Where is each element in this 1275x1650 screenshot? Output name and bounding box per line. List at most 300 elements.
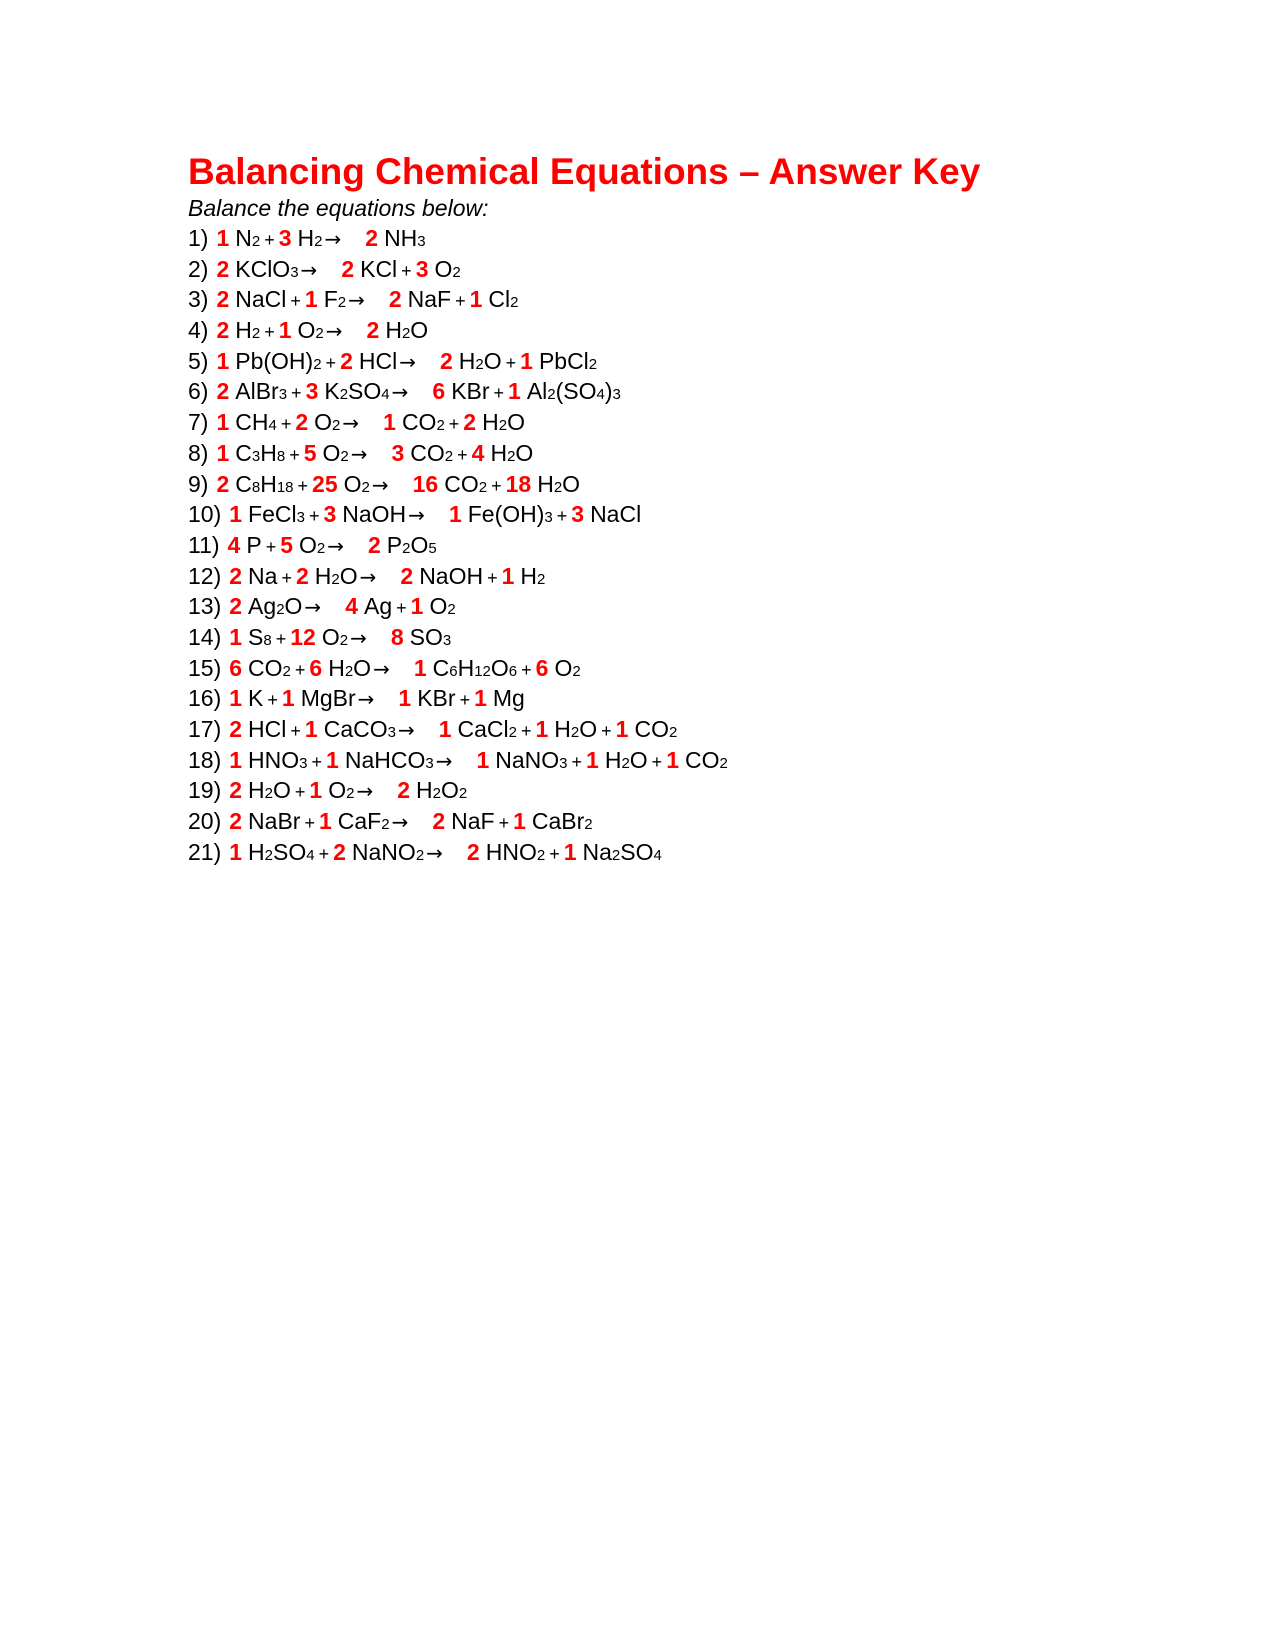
- reaction-arrow: →: [359, 564, 377, 589]
- plus-sign: +: [487, 567, 498, 588]
- equation-row: [188, 775, 1188, 806]
- chemical-formula: Na: [248, 562, 278, 589]
- equation-row: [188, 284, 1188, 315]
- chemical-formula: NaOH: [342, 501, 407, 528]
- coefficient: 1: [383, 409, 396, 436]
- plus-sign: +: [491, 475, 502, 496]
- coefficient: 5: [280, 531, 293, 558]
- subscript: 2: [553, 478, 563, 496]
- subscript: 2: [332, 417, 341, 435]
- plus-sign: +: [651, 751, 663, 772]
- subscript: 2: [588, 355, 598, 373]
- coefficient: 2: [216, 286, 230, 313]
- equation-row: [188, 837, 1188, 868]
- chemical-formula: AlBr3: [235, 378, 288, 405]
- plus-sign: +: [275, 628, 287, 649]
- equation-row: [188, 745, 1188, 776]
- chemical-formula: P2O5: [386, 531, 437, 558]
- plus-sign: +: [521, 659, 532, 680]
- subscript: 2: [339, 386, 349, 404]
- subscript: 3: [417, 233, 426, 250]
- chemical-formula: H2O2: [416, 777, 468, 804]
- plus-sign: +: [294, 782, 306, 803]
- coefficient: 25: [312, 470, 338, 497]
- equation-number: 7): [188, 409, 209, 436]
- chemical-formula: CO2: [444, 470, 488, 497]
- equation-number: 4): [188, 317, 209, 344]
- subscript: 2: [536, 846, 546, 864]
- subscript: 2: [401, 325, 411, 343]
- plus-sign: +: [294, 659, 306, 680]
- coefficient: 2: [366, 317, 380, 344]
- coefficient: 1: [216, 225, 230, 251]
- subscript: 2: [251, 325, 261, 343]
- chemical-formula: NaF: [407, 286, 452, 313]
- subscript: 3: [442, 631, 452, 649]
- chemical-formula: CaCO3: [323, 716, 396, 742]
- subscript: 2: [508, 724, 517, 741]
- reaction-arrow: →: [356, 779, 374, 804]
- plus-sign: +: [549, 843, 560, 864]
- subscript: 2: [668, 724, 678, 741]
- coefficient: 2: [397, 777, 411, 804]
- chemical-formula: KClO3: [235, 255, 299, 282]
- subscript: 2: [572, 662, 581, 680]
- subscript: 2: [264, 846, 274, 864]
- coefficient: 1: [666, 746, 679, 773]
- coefficient: 1: [615, 716, 629, 742]
- coefficient: 1: [474, 685, 487, 712]
- coefficient: 2: [439, 347, 453, 374]
- subscript: 2: [337, 294, 347, 312]
- chemical-formula: CaCl2: [457, 716, 517, 742]
- coefficient: 1: [304, 286, 318, 313]
- chemical-formula: Ag: [363, 593, 393, 620]
- plus-sign: +: [280, 414, 292, 435]
- subscript: 3: [559, 754, 568, 772]
- coefficient: 6: [535, 654, 549, 681]
- coefficient: 2: [466, 838, 480, 865]
- coefficient: 2: [229, 593, 243, 620]
- answer-key-page: [188, 150, 1188, 867]
- subscript: 2: [444, 447, 454, 465]
- plus-sign: +: [308, 506, 320, 527]
- chemical-formula: CaF2: [337, 808, 390, 835]
- coefficient: 1: [229, 685, 243, 712]
- subscript: 2: [510, 294, 519, 312]
- reaction-arrow: →: [397, 718, 415, 742]
- subscript: 3: [544, 509, 553, 527]
- subscript: 6: [508, 662, 518, 680]
- coefficient: 1: [410, 593, 424, 620]
- reaction-arrow: →: [391, 380, 409, 405]
- plus-sign: +: [401, 260, 412, 281]
- equation-row: [188, 591, 1188, 622]
- chemical-formula: NaCl: [235, 286, 287, 313]
- coefficient: 2: [229, 562, 243, 589]
- subscript: 2: [475, 355, 484, 373]
- plus-sign: +: [505, 352, 517, 373]
- chemical-formula: MgBr: [300, 685, 356, 712]
- coefficient: 1: [278, 317, 292, 344]
- coefficient: 1: [229, 501, 243, 528]
- plus-sign: +: [290, 721, 301, 741]
- coefficient: 3: [415, 255, 429, 282]
- chemical-formula: Cl2: [488, 286, 519, 313]
- subscript: 2: [381, 816, 390, 834]
- subscript: 2: [621, 754, 630, 772]
- equation-row: [188, 714, 1188, 745]
- coefficient: 1: [216, 439, 230, 466]
- coefficient: 2: [295, 409, 309, 436]
- subscript: 3: [612, 386, 621, 404]
- coefficient: 3: [323, 501, 337, 528]
- coefficient: 2: [229, 716, 243, 742]
- equation-number: 1): [188, 225, 209, 251]
- equation-number: 13): [188, 593, 222, 620]
- plus-sign: +: [297, 475, 309, 496]
- subscript: 3: [299, 754, 308, 772]
- chemical-formula: Pb(OH)2: [235, 347, 322, 374]
- chemical-formula: Mg: [492, 685, 525, 712]
- plus-sign: +: [264, 230, 275, 250]
- chemical-formula: O2: [434, 255, 461, 282]
- subscript: 2: [507, 447, 516, 465]
- equation-row: [188, 530, 1188, 561]
- subscript: 2: [537, 570, 546, 588]
- coefficient: 6: [309, 654, 323, 681]
- subscript: 3: [251, 447, 261, 465]
- coefficient: 1: [216, 409, 230, 436]
- chemical-formula: HNO3: [248, 746, 308, 773]
- subscript: 3: [290, 263, 299, 281]
- subscript: 2: [340, 447, 349, 465]
- subscript: 5: [428, 539, 437, 557]
- equation-row: [188, 376, 1188, 407]
- coefficient: 1: [520, 347, 533, 374]
- subscript: 2: [611, 846, 621, 864]
- equation-number: 10): [188, 501, 222, 528]
- chemical-formula: K2SO4: [324, 378, 390, 405]
- coefficient: 2: [365, 225, 379, 251]
- coefficient: 1: [216, 347, 230, 374]
- subscript: 3: [387, 724, 396, 741]
- subscript: 4: [596, 386, 605, 404]
- coefficient: 1: [229, 623, 243, 650]
- equation-row: [188, 499, 1188, 530]
- coefficient: 1: [448, 501, 462, 528]
- equation-row: [188, 315, 1188, 346]
- coefficient: 1: [318, 808, 332, 835]
- chemical-formula: P: [246, 531, 262, 558]
- plus-sign: +: [396, 598, 407, 619]
- plus-sign: +: [267, 690, 278, 711]
- subscript: 2: [402, 539, 411, 557]
- subscript: 3: [296, 509, 305, 527]
- chemical-formula: FeCl3: [248, 501, 305, 528]
- plus-sign: +: [520, 721, 532, 741]
- coefficient: 1: [469, 286, 483, 313]
- chemical-formula: KCl: [360, 255, 398, 282]
- subscript: 4: [268, 417, 277, 435]
- plus-sign: +: [318, 843, 330, 864]
- plus-sign: +: [265, 536, 277, 557]
- subscript: 4: [653, 846, 662, 864]
- plus-sign: +: [448, 414, 460, 435]
- reaction-arrow: →: [350, 441, 368, 466]
- subscript: 2: [264, 785, 274, 803]
- equation-row: [188, 806, 1188, 837]
- chemical-formula: O2: [328, 777, 355, 804]
- chemical-formula: C8H18: [235, 470, 294, 497]
- reaction-arrow: →: [373, 656, 390, 681]
- chemical-formula: Na2SO4: [582, 838, 662, 865]
- reaction-arrow: →: [435, 748, 453, 773]
- subscript: 2: [313, 355, 322, 373]
- coefficient: 2: [229, 777, 243, 804]
- plus-sign: +: [571, 751, 583, 772]
- subscript: 2: [478, 478, 488, 496]
- reaction-arrow: →: [350, 625, 367, 650]
- chemical-formula: K: [248, 685, 264, 712]
- subscript: 8: [251, 478, 261, 496]
- chemical-formula: Fe(OH)3: [467, 501, 553, 528]
- chemical-formula: H2: [297, 225, 323, 251]
- chemical-formula: H2O: [385, 317, 429, 344]
- chemical-formula: H2O: [458, 347, 502, 374]
- subscript: 2: [415, 846, 425, 864]
- chemical-formula: SO3: [409, 623, 452, 650]
- chemical-formula: F2: [323, 286, 347, 313]
- plus-sign: +: [325, 352, 337, 373]
- coefficient: 5: [303, 439, 317, 466]
- reaction-arrow: →: [391, 810, 409, 835]
- chemical-formula: HNO2: [485, 838, 546, 865]
- chemical-formula: O2: [429, 593, 456, 620]
- reaction-arrow: →: [300, 257, 318, 282]
- chemical-formula: H2: [520, 562, 546, 589]
- plus-sign: +: [289, 444, 300, 465]
- subscript: 2: [452, 263, 461, 281]
- coefficient: 6: [432, 378, 446, 405]
- subscript: 3: [278, 386, 288, 404]
- plus-sign: +: [281, 567, 292, 588]
- coefficient: 2: [333, 838, 346, 865]
- chemical-formula: O2: [299, 531, 326, 558]
- coefficient: 1: [563, 838, 577, 865]
- coefficient: 2: [216, 255, 230, 282]
- coefficient: 1: [508, 378, 521, 405]
- equation-row: [188, 561, 1188, 592]
- chemical-formula: O2: [343, 470, 370, 497]
- equation-row: [188, 223, 1188, 254]
- equation-number: 8): [188, 439, 209, 466]
- reaction-arrow: →: [324, 227, 342, 251]
- chemical-formula: H2O: [537, 470, 581, 497]
- equation-number: 20): [188, 808, 222, 835]
- chemical-formula: CO2: [410, 439, 454, 466]
- coefficient: 1: [326, 746, 339, 773]
- plus-sign: +: [498, 813, 510, 834]
- chemical-formula: NH3: [384, 225, 426, 251]
- equation-number: 15): [188, 654, 222, 681]
- subscript: 2: [314, 233, 323, 250]
- coefficient: 2: [400, 562, 414, 589]
- subscript: 18: [276, 478, 294, 496]
- reaction-arrow: →: [348, 288, 365, 313]
- subscript: 2: [251, 233, 261, 250]
- chemical-formula: H2O: [248, 777, 291, 804]
- chemical-formula: CH4: [235, 409, 277, 436]
- plus-sign: +: [601, 721, 612, 741]
- coefficient: 3: [391, 439, 405, 466]
- reaction-arrow: →: [325, 319, 343, 344]
- chemical-formula: NaCl: [590, 501, 642, 528]
- coefficient: 2: [229, 808, 243, 835]
- reaction-arrow: →: [371, 472, 389, 497]
- subscript: 4: [381, 386, 390, 404]
- equation-list: [188, 223, 1188, 867]
- chemical-formula: O2: [322, 439, 349, 466]
- subscript: 2: [432, 785, 441, 803]
- subscript: 4: [306, 846, 315, 864]
- coefficient: 2: [340, 347, 353, 374]
- chemical-formula: H2O: [482, 409, 525, 436]
- equation-number: 11): [188, 531, 220, 558]
- chemical-formula: HCl: [358, 347, 398, 374]
- coefficient: 2: [388, 286, 402, 313]
- chemical-formula: Ag2O: [248, 593, 303, 620]
- chemical-formula: CO2: [684, 746, 728, 773]
- subscript: 12: [474, 662, 491, 680]
- plus-sign: +: [264, 322, 275, 343]
- equation-number: 12): [188, 562, 222, 589]
- coefficient: 3: [571, 501, 585, 528]
- chemical-formula: H2O: [328, 654, 372, 681]
- equation-number: 16): [188, 685, 222, 712]
- subscript: 2: [276, 601, 285, 619]
- coefficient: 8: [390, 623, 404, 650]
- coefficient: 1: [476, 746, 490, 773]
- chemical-formula: CO2: [248, 654, 291, 681]
- coefficient: 1: [586, 746, 599, 773]
- plus-sign: +: [457, 444, 468, 465]
- reaction-arrow: →: [327, 533, 344, 558]
- chemical-formula: H2O: [604, 746, 648, 773]
- coefficient: 2: [463, 409, 477, 436]
- reaction-arrow: →: [342, 411, 360, 436]
- coefficient: 1: [513, 808, 526, 835]
- equation-row: [188, 653, 1188, 684]
- coefficient: 16: [412, 470, 439, 497]
- coefficient: 4: [471, 439, 485, 466]
- chemical-formula: H2O: [554, 716, 598, 742]
- subscript: 8: [263, 631, 272, 649]
- coefficient: 6: [229, 654, 243, 681]
- reaction-arrow: →: [399, 349, 416, 374]
- reaction-arrow: →: [357, 687, 375, 712]
- chemical-formula: C3H8: [235, 439, 286, 466]
- subscript: 3: [425, 754, 434, 772]
- plus-sign: +: [290, 291, 301, 312]
- chemical-formula: O2: [297, 317, 324, 344]
- coefficient: 2: [295, 562, 309, 589]
- coefficient: 1: [413, 654, 427, 681]
- equation-number: 14): [188, 623, 222, 650]
- chemical-formula: Al2(SO4)3: [526, 378, 621, 405]
- coefficient: 1: [281, 685, 295, 712]
- plus-sign: +: [493, 383, 505, 404]
- coefficient: 18: [505, 470, 532, 497]
- chemical-formula: H2O: [490, 439, 534, 466]
- chemical-formula: NaHCO3: [344, 746, 434, 773]
- equation-number: 2): [188, 255, 209, 282]
- subscript: 2: [315, 325, 324, 343]
- chemical-formula: H2: [235, 317, 261, 344]
- subscript: 2: [547, 386, 556, 404]
- subscript: 2: [344, 662, 354, 680]
- subscript: 2: [719, 754, 728, 772]
- chemical-formula: S8: [248, 623, 272, 650]
- equation-number: 17): [188, 716, 222, 742]
- coefficient: 1: [304, 716, 318, 742]
- coefficient: 3: [305, 378, 319, 405]
- chemical-formula: HCl: [248, 716, 287, 742]
- plus-sign: +: [459, 690, 471, 711]
- equation-row: [188, 438, 1188, 469]
- equation-number: 9): [188, 470, 209, 497]
- coefficient: 4: [227, 531, 241, 558]
- equation-number: 5): [188, 347, 209, 374]
- subscript: 2: [346, 785, 355, 803]
- coefficient: 1: [398, 685, 412, 712]
- coefficient: 1: [309, 777, 323, 804]
- equation-row: [188, 346, 1188, 377]
- coefficient: 1: [229, 746, 243, 773]
- coefficient: 2: [216, 317, 230, 344]
- subscript: 2: [316, 539, 326, 557]
- reaction-arrow: →: [408, 503, 425, 528]
- plus-sign: +: [304, 813, 315, 834]
- subscript: 2: [361, 478, 370, 496]
- chemical-formula: H2SO4: [248, 838, 315, 865]
- subscript: 2: [498, 417, 508, 435]
- coefficient: 2: [341, 255, 355, 282]
- chemical-formula: CO2: [634, 716, 678, 742]
- coefficient: 3: [278, 225, 292, 251]
- subscript: 2: [331, 570, 340, 588]
- equation-number: 18): [188, 746, 222, 773]
- coefficient: 2: [368, 531, 381, 558]
- instructions-subtitle: Balance the equations below:: [188, 195, 489, 221]
- chemical-formula: NaOH: [419, 562, 484, 589]
- equation-number: 3): [188, 286, 209, 313]
- subscript: 8: [276, 447, 286, 465]
- chemical-formula: NaF: [451, 808, 495, 835]
- coefficient: 4: [345, 593, 358, 620]
- equation-row: [188, 407, 1188, 438]
- subscript: 2: [584, 816, 593, 834]
- chemical-formula: PbCl2: [538, 347, 598, 374]
- chemical-formula: NaBr: [248, 808, 301, 835]
- coefficient: 1: [229, 838, 243, 865]
- coefficient: 1: [501, 562, 515, 589]
- chemical-formula: KBr: [451, 378, 490, 405]
- chemical-formula: O2: [321, 623, 349, 650]
- subscript: 2: [570, 724, 580, 741]
- coefficient: 2: [432, 808, 446, 835]
- equation-row: [188, 683, 1188, 714]
